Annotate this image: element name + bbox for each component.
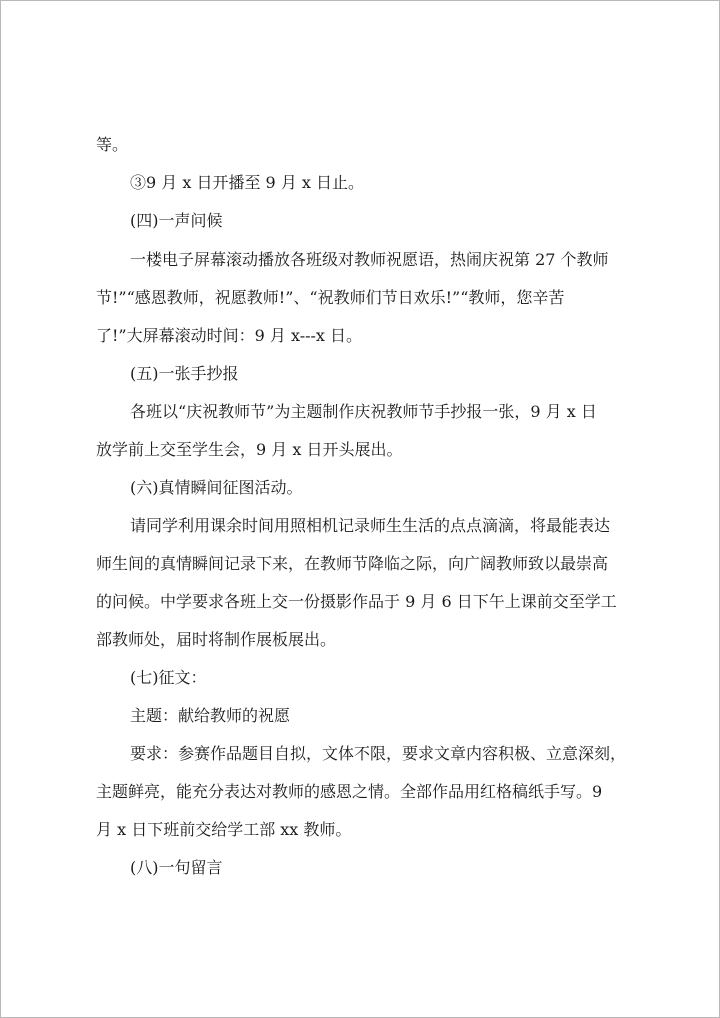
paragraph-line: 月 x 日下班前交给学工部 xx 教师。 — [96, 820, 352, 839]
paragraph-line: 各班以“庆祝教师节”为主题制作庆祝教师节手抄报一张，9 月 x 日 — [130, 402, 597, 421]
paragraph-line: 等。 — [96, 135, 129, 154]
paragraph-line: 主题鲜亮，能充分表达对教师的感恩之情。全部作品用红格稿纸手写。9 — [96, 782, 603, 801]
paragraph-line: ③9 月 x 日开播至 9 月 x 日止。 — [130, 173, 365, 192]
paragraph-line: 师生间的真情瞬间记录下来，在教师节降临之际，向广阔教师致以最崇高 — [96, 554, 609, 573]
section-heading: (五)一张手抄报 — [130, 364, 239, 383]
paragraph-line: 一楼电子屏幕滚动播放各班级对教师祝愿语，热闹庆祝第 27 个教师 — [130, 250, 609, 269]
section-heading: (六)真情瞬间征图活动。 — [130, 478, 303, 497]
section-heading: (七)征文： — [130, 668, 207, 687]
section-heading: (四)一声问候 — [130, 211, 223, 230]
paragraph-line: 主题：献给教师的祝愿 — [130, 706, 291, 725]
paragraph-line: 节!”“感恩教师，祝愿教师!”、“祝教师们节日欢乐!”“教师，您辛苦 — [96, 288, 565, 307]
paragraph-line: 的问候。中学要求各班上交一份摄影作品于 9 月 6 日下午上课前交至学工 — [96, 592, 617, 611]
paragraph-line: 请同学利用课余时间用照相机记录师生生活的点点滴滴，将最能表达 — [130, 516, 611, 535]
section-heading: (八)一句留言 — [130, 858, 223, 877]
paragraph-line: 了!”大屏幕滚动时间：9 月 x---x 日。 — [96, 326, 363, 345]
paragraph-line: 放学前上交至学生会，9 月 x 日开头展出。 — [96, 440, 403, 459]
paragraph-line: 要求：参赛作品题目自拟，文体不限，要求文章内容积极、立意深刻， — [130, 744, 627, 763]
paragraph-line: 部教师处，届时将制作展板展出。 — [96, 630, 337, 649]
